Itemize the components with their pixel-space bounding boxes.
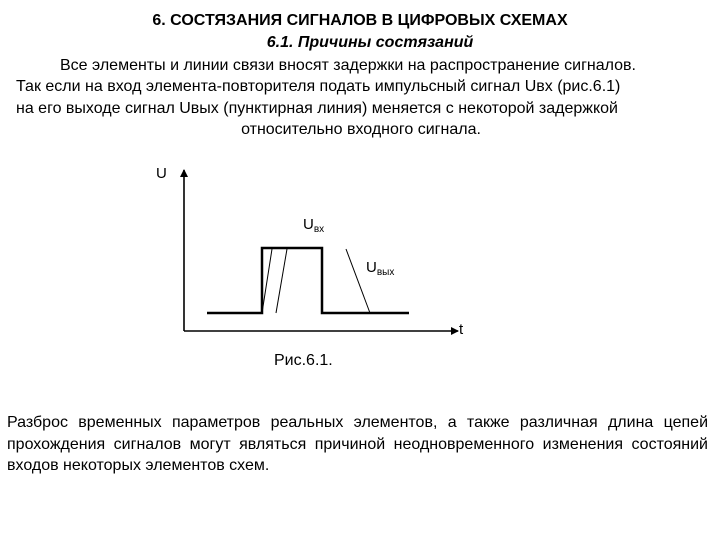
- x-axis-label: t: [459, 321, 464, 338]
- output-signal-label: [366, 260, 394, 281]
- subsection-title: 6.1. Причины состязаний: [266, 34, 474, 51]
- input-signal-subscript: вх: [313, 224, 325, 235]
- output-signal-subscript: вых: [376, 267, 395, 278]
- section-title: 6. СОСТЯЗАНИЯ СИГНАЛОВ В ЦИФРОВЫХ СХЕМАХ: [152, 12, 568, 29]
- output-rise-edge: [262, 249, 272, 313]
- intro-line: относительно входного сигнала.: [241, 120, 481, 138]
- output-signal-symbol: U: [366, 259, 377, 276]
- output-rise-edge: [276, 249, 287, 313]
- intro-line: Так если на вход элемента-повторителя подать импульсный сигнал Uвх (рис.6.1): [16, 78, 621, 96]
- y-axis-label: U: [156, 165, 167, 182]
- figure-caption: Рис.6.1.: [274, 352, 333, 369]
- input-signal-label: [303, 217, 324, 238]
- intro-line: на его выходе сигнал Uвых (пунктирная линия) меняется с некоторой задержкой: [16, 99, 618, 117]
- closing-paragraph: Разброс временных параметров реальных элементов, а также различная длина цепей прохождения сигналов могут являться причиной неодновременного изменения состояний входов некоторых элементов схем.: [7, 414, 708, 474]
- intro-line: Все элементы и линии связи вносят задержки на распространение сигналов.: [60, 57, 636, 74]
- input-signal-symbol: U: [303, 216, 314, 233]
